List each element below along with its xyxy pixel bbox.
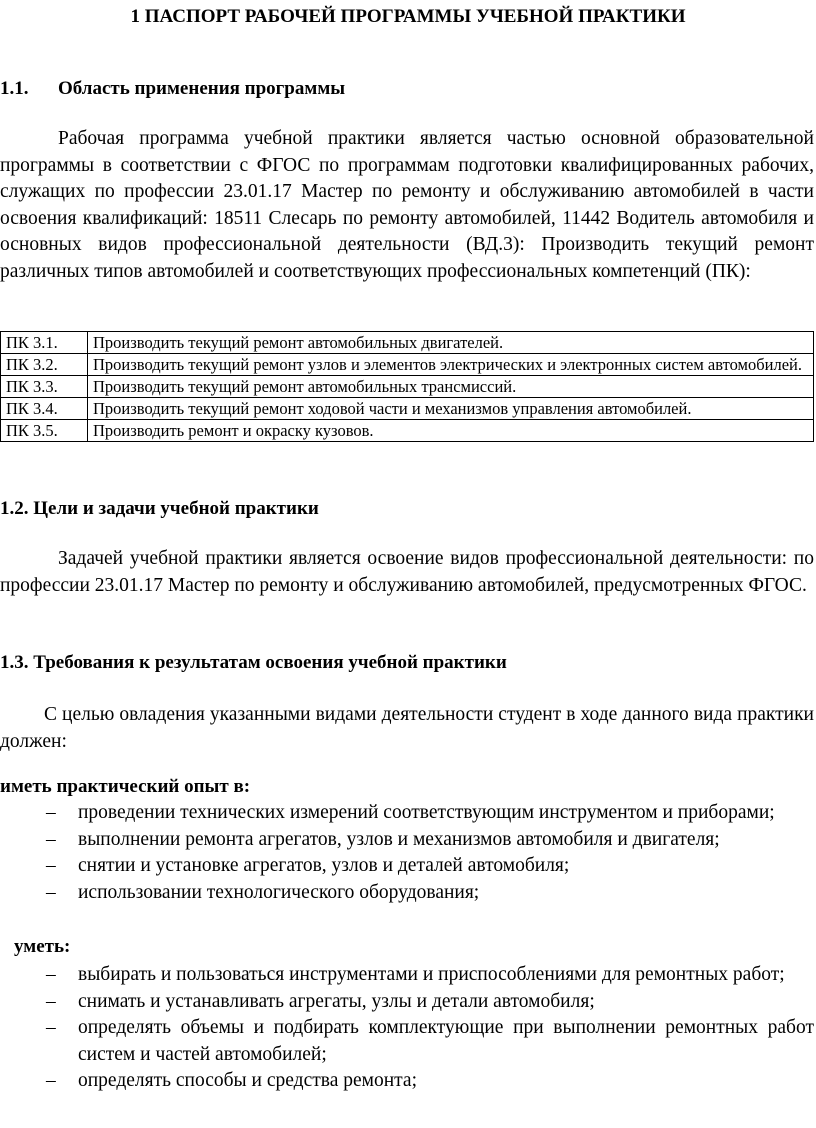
competency-code: ПК 3.2.: [1, 354, 88, 376]
table-row: [1, 354, 814, 376]
list-item: – определять объемы и подбирать комплектующие при выполнении ремонтных работ систем и частей автомобилей;: [46, 1017, 814, 1065]
list-item: – использовании технологического оборудования;: [0, 880, 814, 907]
skills-label: уметь:: [14, 936, 71, 957]
dash-bullet-icon: –: [46, 828, 56, 850]
list-item: – проведении технических измерений соответствующим инструментом и приборами;: [0, 800, 814, 827]
table-row: [1, 376, 814, 398]
section-1-3-paragraph: С целью овладения указанными видами деятельности студент в ходе данного вида практики должен:: [0, 704, 814, 752]
table-row: [1, 332, 814, 354]
section-1-2-heading: 1.2. Цели и задачи учебной практики: [0, 498, 319, 519]
document-title: 1 ПАСПОРТ РАБОЧЕЙ ПРОГРАММЫ УЧЕБНОЙ ПРАКТИКИ: [130, 6, 686, 27]
competency-code: ПК 3.5.: [1, 420, 88, 442]
section-1-2-paragraph: Задачей учебной практики является освоение видов профессиональной деятельности: по профессии 23.01.17 Мастер по ремонту и обслуживанию автомобилей, предусмотренных ФГОС.: [0, 548, 814, 596]
dash-bullet-icon: –: [46, 855, 56, 876]
table-row: [1, 398, 814, 420]
list-item: – снятии и установке агрегатов, узлов и деталей автомобиля;: [0, 853, 814, 880]
competency-code: ПК 3.4.: [1, 398, 88, 420]
competency-text: Производить текущий ремонт автомобильных двигателей.: [88, 332, 814, 354]
competency-code: ПК 3.1.: [1, 332, 88, 354]
skills-list: [0, 962, 814, 1095]
dash-bullet-icon: –: [46, 990, 56, 1012]
section-1-1-heading: [0, 76, 345, 102]
competencies-table: [0, 331, 814, 442]
list-item: – снимать и устанавливать агрегаты, узлы и детали автомобиля;: [0, 989, 814, 1016]
experience-label: иметь практический опыт в:: [0, 776, 251, 797]
experience-list: [0, 800, 814, 906]
competency-code: ПК 3.3.: [1, 376, 88, 398]
dash-bullet-icon: –: [46, 1017, 56, 1038]
table-row: [1, 420, 814, 442]
list-item: – выполнении ремонта агрегатов, узлов и механизмов автомобиля и двигателя;: [0, 827, 814, 854]
section-1-1-number: 1.1.: [0, 78, 29, 99]
competency-text: Производить ремонт и окраску кузовов.: [88, 420, 814, 442]
competency-text: Производить текущий ремонт автомобильных трансмиссий.: [88, 376, 814, 398]
section-1-3-heading: 1.3. Требования к результатам освоения учебной практики: [0, 652, 507, 673]
section-1-1-title: Область применения программы: [58, 78, 346, 99]
section-1-1-paragraph: Рабочая программа учебной практики является частью основной образовательной программы в соответствии с ФГОС по программам подготовки квалифицированных рабочих, служащих по профессии 23.01.17 Мастер по ремонту и обслуживанию автомобилей в части освоения квалификаций: 18511 Слесарь по ремонту автомобилей, 11442 Водитель автомобиля и основных видов профессиональной деятельности (ВД.3): Производить текущий ремонт различных типов автомобилей и соответствующих профессиональных компетенций (ПК):: [0, 128, 814, 282]
competency-text: Производить текущий ремонт узлов и элементов электрических и электронных систем автомобилей.: [88, 354, 814, 376]
dash-bullet-icon: –: [46, 1070, 56, 1091]
dash-bullet-icon: –: [46, 881, 56, 903]
list-item: – определять способы и средства ремонта;: [0, 1068, 814, 1095]
competency-text: Производить текущий ремонт ходовой части и механизмов управления автомобилей.: [88, 398, 814, 420]
dash-bullet-icon: –: [46, 802, 56, 823]
dash-bullet-icon: –: [46, 964, 56, 985]
list-item: – выбирать и пользоваться инструментами и приспособлениями для ремонтных работ;: [0, 962, 814, 989]
